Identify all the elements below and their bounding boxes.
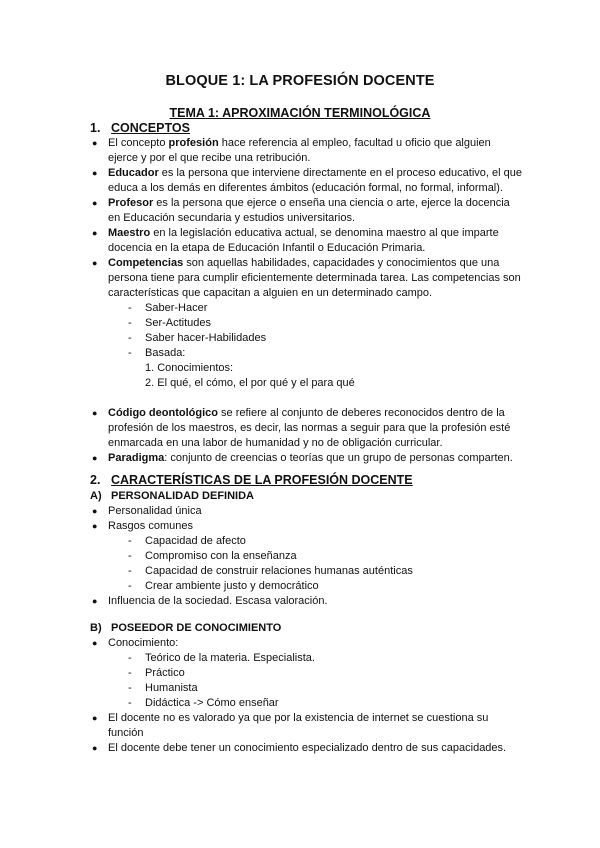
dash-icon: - xyxy=(128,550,132,562)
section-2-heading xyxy=(90,473,413,488)
sub-list-item: Didáctica -> Cómo enseñar xyxy=(145,697,279,709)
list-item-continuation: enmarcada en una labor de humanidad y no de obligación curricular. xyxy=(108,437,443,449)
sub-list-item: Práctico xyxy=(145,667,185,679)
bullet-icon: ● xyxy=(92,198,98,208)
subsection-b-heading: B) POSEEDOR DE CONOCIMIENTO xyxy=(90,622,282,634)
subsection-a-heading: A) PERSONALIDAD DEFINIDA xyxy=(90,490,255,502)
sub-list-item: Saber-Hacer xyxy=(145,302,208,314)
sub-list-item: Ser-Actitudes xyxy=(145,317,212,329)
list-item-continuation: características que capacitan a alguien en un determinado campo. xyxy=(108,287,433,299)
sub-list-item: Saber hacer-Habilidades xyxy=(145,332,267,344)
dash-icon: - xyxy=(128,317,132,329)
numbered-item: 2. El qué, el cómo, el por qué y el para qué xyxy=(145,377,355,389)
bullet-icon: ● xyxy=(92,713,98,723)
dash-icon: - xyxy=(128,332,132,344)
sub-list-item: Humanista xyxy=(145,682,198,694)
sub-list-item: Capacidad de construir relaciones humanas auténticas xyxy=(145,565,413,577)
list-item: Profesor es la persona que ejerce o enseña una ciencia o arte, ejerce la docencia xyxy=(108,197,510,209)
bullet-icon: ● xyxy=(92,638,98,648)
list-item: Influencia de la sociedad. Escasa valoración. xyxy=(108,595,328,607)
list-item: Maestro en la legislación educativa actual, se denomina maestro al que imparte xyxy=(108,227,499,239)
sub-list-item: Crear ambiente justo y democrático xyxy=(145,580,319,592)
document-title: BLOQUE 1: LA PROFESIÓN DOCENTE xyxy=(165,73,435,89)
bullet-icon: ● xyxy=(92,228,98,238)
bullet-icon: ● xyxy=(92,408,98,418)
dash-icon: - xyxy=(128,565,132,577)
list-item: Conocimiento: xyxy=(108,637,179,649)
list-item-continuation: ejerce y por el que recibe una retribución. xyxy=(108,152,311,164)
dash-icon: - xyxy=(128,697,132,709)
sub-list-item: Teórico de la materia. Especialista. xyxy=(145,652,315,664)
list-item: Personalidad única xyxy=(108,505,202,517)
term: Maestro xyxy=(108,227,151,239)
section-number: 1. xyxy=(90,121,101,135)
list-item-continuation: persona tiene para cumplir eficientemente determinada tarea. Las competencias son xyxy=(108,272,521,284)
section-number: 2. xyxy=(90,473,101,487)
dash-icon: - xyxy=(128,535,132,547)
bullet-icon: ● xyxy=(92,453,98,463)
list-item: Paradigma: conjunto de creencias o teorías que un grupo de personas comparten. xyxy=(108,452,513,464)
list-item: Educador es la persona que interviene directamente en el proceso educativo, el que xyxy=(108,167,522,179)
term: Paradigma xyxy=(108,452,165,464)
bullet-icon: ● xyxy=(92,743,98,753)
bullet-icon: ● xyxy=(92,506,98,516)
sub-list-item: Capacidad de afecto xyxy=(145,535,246,547)
dash-icon: - xyxy=(128,302,132,314)
term: Competencias xyxy=(108,257,184,269)
list-item: Competencias son aquellas habilidades, capacidades y conocimientos que una xyxy=(108,257,500,269)
dash-icon: - xyxy=(128,652,132,664)
list-item-continuation: educa a los demás en diferentes ámbitos (educación formal, no formal, informal). xyxy=(108,182,503,194)
sub-list-item: Basada: xyxy=(145,347,186,359)
list-item: Rasgos comunes xyxy=(108,520,193,532)
list-item: Código deontológico se refiere al conjunto de deberes reconocidos dentro de la xyxy=(108,407,505,419)
section-title: CONCEPTOS xyxy=(111,121,190,135)
term: profesión xyxy=(168,137,219,149)
bullet-icon: ● xyxy=(92,168,98,178)
list-item-continuation: en Educación secundaria y estudios universitarios. xyxy=(108,212,356,224)
dash-icon: - xyxy=(128,682,132,694)
list-item: El docente debe tener un conocimiento especializado dentro de sus capacidades. xyxy=(108,742,507,754)
section-title: CARACTERÍSTICAS DE LA PROFESIÓN DOCENTE xyxy=(111,473,413,487)
section-1-heading xyxy=(90,121,190,136)
dash-icon: - xyxy=(128,667,132,679)
bullet-icon: ● xyxy=(92,138,98,148)
term: Educador xyxy=(108,167,159,179)
document-subtitle: TEMA 1: APROXIMACIÓN TERMINOLÓGICA xyxy=(169,106,431,120)
list-item-continuation: función xyxy=(108,727,144,739)
dash-icon: - xyxy=(128,347,132,359)
dash-icon: - xyxy=(128,580,132,592)
term: Profesor xyxy=(108,197,154,209)
bullet-icon: ● xyxy=(92,596,98,606)
list-item: El concepto profesión hace referencia al empleo, facultad u oficio que alguien xyxy=(108,137,491,149)
list-item-continuation: docencia en la etapa de Educación Infantil o Educación Primaria. xyxy=(108,242,426,254)
numbered-item: 1. Conocimientos: xyxy=(145,362,234,374)
sub-list-item: Compromiso con la enseñanza xyxy=(145,550,297,562)
list-item-continuation: profesión de los maestros, es decir, las normas a seguir para que la profesión esté xyxy=(108,422,511,434)
list-item: El docente no es valorado ya que por la existencia de internet se cuestiona su xyxy=(108,712,489,724)
bullet-icon: ● xyxy=(92,521,98,531)
bullet-icon: ● xyxy=(92,258,98,268)
term: Código deontológico xyxy=(108,407,218,419)
